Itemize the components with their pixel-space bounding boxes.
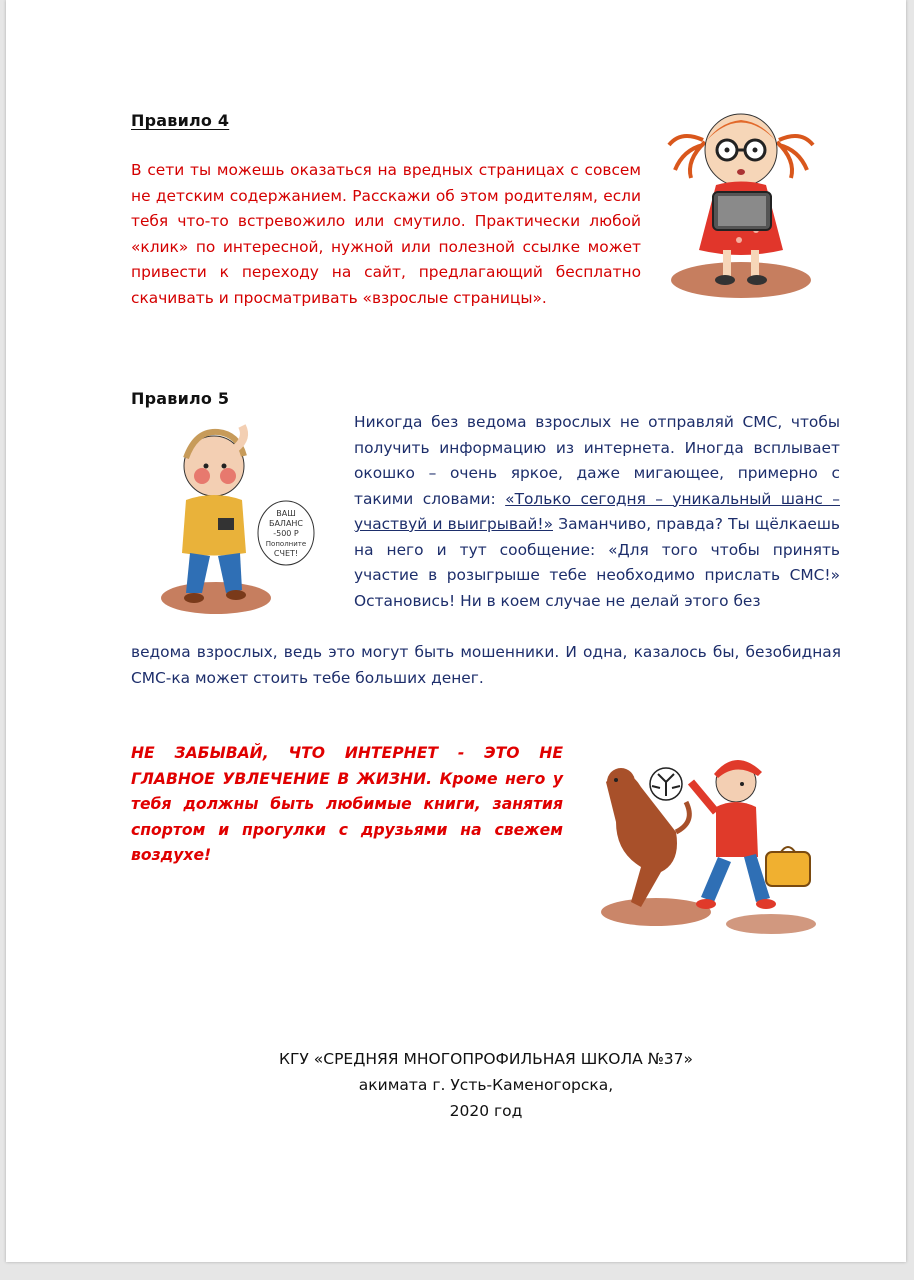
rule-4-title: Правило 4 <box>131 111 230 130</box>
speech-bubble-line-5: СЧЕТ! <box>273 549 299 558</box>
footer-city: акимата г. Усть-Каменогорска, <box>358 1076 614 1094</box>
speech-bubble-line-3: -500 Р <box>273 529 299 538</box>
footer-school-name: КГУ «СРЕДНЯЯ МНОГОПРОФИЛЬНАЯ ШКОЛА №37» <box>278 1050 694 1068</box>
speech-bubble-line-2: БАЛАНС <box>268 519 304 528</box>
boy-with-phone-illustration <box>156 418 316 618</box>
speech-bubble-line-4: Пополните <box>265 540 307 548</box>
rule-5-title: Правило 5 <box>131 389 230 408</box>
rule-5-quote: «Только сегодня – уникальный шанс – участвуй и выигрывай!» <box>354 489 840 533</box>
footer <box>196 1046 776 1124</box>
girl-with-tablet-illustration <box>661 100 821 300</box>
rule-5-text <box>354 410 840 614</box>
footer-year: 2020 год <box>449 1102 523 1120</box>
rule-5-text-after: Заманчиво, правда? Ты щёлкаешь на него и тут сообщение: «Для того чтобы принять участие в розыгрыше тебе необходимо прислать СМС!» Остановись! Ни в коем случае не делай этого без <box>354 515 840 610</box>
rule-4-text: В сети ты можешь оказаться на вредных страницах с совсем не детским содержанием. Расскажи об этом родителям, если тебя что-то встревожило или смутило. Практически любой «клик» по интересной, нужной или полезной ссылке может привести к переходу на сайт, предлагающий бесплатно скачивать и просматривать «взрослые страницы». <box>131 161 641 307</box>
boy-with-dog-and-ball-illustration <box>586 742 831 937</box>
rule-5-text-before: Никогда без ведома взрослых не отправляй СМС, чтобы получить информацию из интернета. Иногда всплывает окошко – очень яркое, даже мигающее, примерно с такими словами: <box>354 413 840 508</box>
document-page <box>6 0 906 1262</box>
warning-text: НЕ ЗАБЫВАЙ, ЧТО ИНТЕРНЕТ - ЭТО НЕ ГЛАВНОЕ УВЛЕЧЕНИЕ В ЖИЗНИ. Кроме него у тебя должны быть любимые книги, занятия спортом и прогулки с друзьями на свежем воздухе! <box>131 744 563 864</box>
speech-bubble-line-1: ВАШ <box>276 509 296 518</box>
rule-5-text-continued: ведома взрослых, ведь это могут быть мошенники. И одна, казалось бы, безобидная СМС-ка может стоить тебе больших денег. <box>131 643 841 687</box>
